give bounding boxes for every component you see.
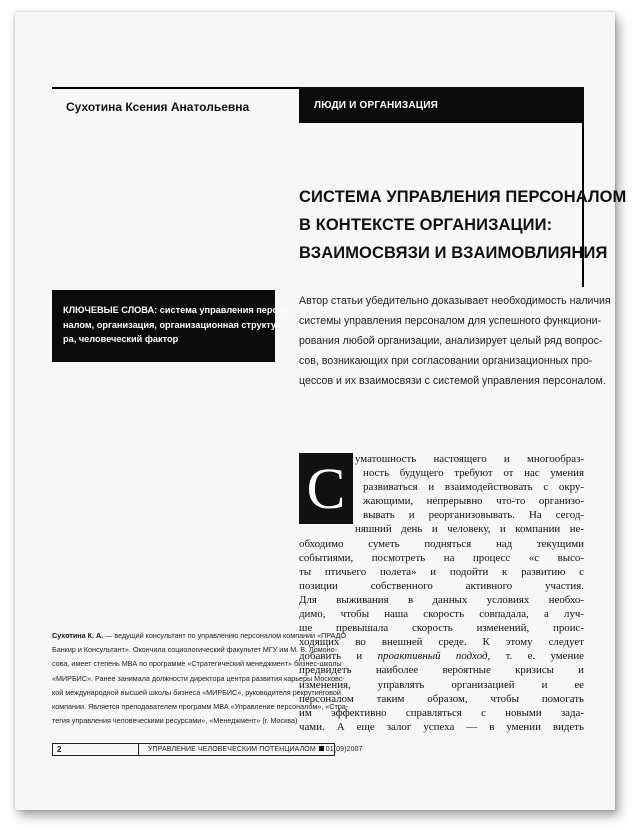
body-line: Для выживания в данных условиях необхо- — [299, 593, 584, 606]
abstract-line: рования любой организации, анализирует целый ряд вопрос- — [299, 335, 603, 347]
bio-line: Банкир и Консультант». Окончила социологический факультет МГУ им М. В. Ломоно- — [52, 645, 338, 655]
body-line: позиции собственного активного участия. — [299, 579, 584, 592]
body-line: изменения, управлять организацией и ее — [299, 678, 584, 691]
square-bullet-icon — [319, 746, 324, 751]
bio-line: сова, имеет степень МВА по программе «Стратегический менеджмент» бизнес-школы — [52, 659, 342, 669]
body-line: няшний день и человеку, и компании не- — [355, 523, 584, 536]
title-line: В КОНТЕКСТЕ ОРГАНИЗАЦИИ: — [299, 216, 553, 234]
keywords-box — [52, 290, 287, 362]
page-number: 2 — [57, 745, 62, 754]
title-line: СИСТЕМА УПРАВЛЕНИЯ ПЕРСОНАЛОМ — [299, 188, 627, 206]
article-title — [299, 183, 627, 267]
abstract — [299, 291, 611, 391]
bio-line: кой международной высшей школы бизнеса «МИРБИС», руководителя рекрутинговой — [52, 687, 341, 697]
abstract-line: Автор статьи убедительно доказывает необходимость наличия — [299, 295, 611, 307]
body-line: обходимо суметь подняться над текущими — [299, 537, 584, 550]
keywords-line: ра, человеческий фактор — [63, 334, 179, 344]
body-line: событиями, посмотреть на процесс «с высо- — [299, 551, 584, 564]
section-bar — [299, 87, 584, 123]
journal-info — [148, 746, 363, 753]
abstract-line: системы управления персоналом для успешного функциони- — [299, 315, 602, 327]
body-line: им эффективно справляться с новыми зада- — [299, 706, 584, 719]
abstract-line: цессов и их взаимосвязи с системой управления персоналом. — [299, 375, 606, 387]
body-line: чами. А еще залог успеха — в умении видеть — [299, 720, 584, 733]
body-text — [299, 452, 584, 734]
body-line: димо, чтобы наша скорость совпадала, а луч- — [299, 608, 584, 621]
title-line: ВЗАИМОСВЯЗИ И ВЗАИМОВЛИЯНИЯ — [299, 244, 608, 262]
bio-line: компании. Является преподавателем программ МВА «Управление персоналом», «Стра- — [52, 702, 349, 712]
keywords-line: налом, организация, организационная структу- — [63, 319, 280, 330]
journal-name: УПРАВЛЕНИЕ ЧЕЛОВЕЧЕСКИМ ПОТЕНЦИАЛОМ — [148, 746, 316, 753]
body-line: жающими, непрерывно что-то организо- — [363, 495, 584, 508]
dropcap: С — [299, 453, 353, 524]
bio-line — [52, 629, 347, 643]
page-footer — [52, 743, 363, 756]
abstract-line: сов, возникающих при согласовании организационных про- — [299, 355, 593, 367]
emphasis-text: проактивный подход — [377, 650, 488, 663]
body-line: вывать и реорганизовывать. На сегод- — [363, 509, 584, 522]
body-line: персоналом таким образом, чтобы помогать — [299, 692, 584, 705]
footer-divider — [138, 744, 139, 755]
bio-line: тегия управления человеческими ресурсами», «Менеджмент» (г. Москва) — [52, 716, 298, 726]
bio-name: Сухотина К. А. — [52, 631, 104, 640]
keywords-line: КЛЮЧЕВЫЕ СЛОВА: система управления персо- — [63, 305, 287, 315]
author-bio — [52, 629, 349, 728]
section-label: ЛЮДИ И ОРГАНИЗАЦИЯ — [314, 100, 439, 111]
issue-number: 01(09)2007 — [325, 746, 363, 753]
bio-first-line: — ведущий консультант по управлению персоналом компании «ПРАДО — [103, 631, 347, 640]
body-line: добавить и проактивный подход, т. е. умение — [299, 650, 584, 663]
body-line: уматошность настоящего и многообраз- — [355, 453, 584, 465]
journal-page — [15, 12, 627, 810]
body-line: ше превышала скорость изменений, проис- — [299, 622, 584, 635]
body-line: ты птичьего полета» и подойти к развитию с — [299, 565, 584, 578]
body-line: развиваться и взаимодействовать с окру- — [363, 481, 584, 494]
author-name: Сухотина Ксения Анатольевна — [66, 100, 250, 114]
bio-line: «МИРБИС». Ранее занимала должности директора центра развития карьеры Московс- — [52, 673, 345, 683]
body-line: ность будущего требуют от нас умения — [363, 467, 584, 480]
body-line: ходящих во внешней среде. К этому следует — [299, 636, 584, 649]
body-line: предвидеть наиболее вероятные кризисы и — [299, 664, 584, 677]
